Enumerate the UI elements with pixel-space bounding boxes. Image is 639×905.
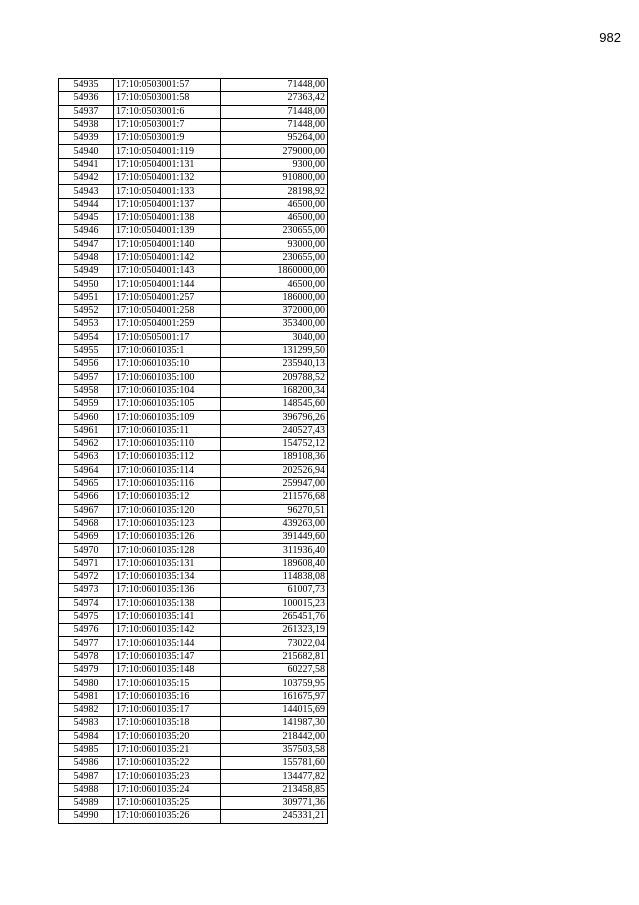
row-number-cell: 54939 <box>59 132 114 145</box>
table-row <box>59 491 328 504</box>
table-row <box>59 690 328 703</box>
cadastral-number-cell: 17:10:0601035:16 <box>114 690 221 703</box>
cadastral-number-cell: 17:10:0601035:24 <box>114 783 221 796</box>
row-number-cell: 54959 <box>59 398 114 411</box>
table-row <box>59 650 328 663</box>
row-number-cell: 54936 <box>59 92 114 105</box>
table-row <box>59 597 328 610</box>
table-row <box>59 477 328 490</box>
cadastral-number-cell: 17:10:0504001:131 <box>114 158 221 171</box>
table-row <box>59 677 328 690</box>
page-number: 982 <box>599 30 621 45</box>
cadastral-number-cell: 17:10:0505001:17 <box>114 331 221 344</box>
cadastral-value-cell: 93000,00 <box>221 238 328 251</box>
cadastral-number-cell: 17:10:0601035:120 <box>114 504 221 517</box>
table-row <box>59 451 328 464</box>
cadastral-value-cell: 209788,52 <box>221 371 328 384</box>
cadastral-number-cell: 17:10:0601035:114 <box>114 464 221 477</box>
cadastral-value-table <box>58 78 328 824</box>
row-number-cell: 54958 <box>59 384 114 397</box>
row-number-cell: 54985 <box>59 743 114 756</box>
row-number-cell: 54980 <box>59 677 114 690</box>
cadastral-number-cell: 17:10:0503001:7 <box>114 118 221 131</box>
cadastral-number-cell: 17:10:0601035:148 <box>114 664 221 677</box>
cadastral-number-cell: 17:10:0504001:259 <box>114 318 221 331</box>
cadastral-value-cell: 215682,81 <box>221 650 328 663</box>
cadastral-value-cell: 235940,13 <box>221 358 328 371</box>
cadastral-value-cell: 372000,00 <box>221 305 328 318</box>
row-number-cell: 54943 <box>59 185 114 198</box>
cadastral-number-cell: 17:10:0601035:104 <box>114 384 221 397</box>
cadastral-value-cell: 230655,00 <box>221 251 328 264</box>
cadastral-number-cell: 17:10:0601035:20 <box>114 730 221 743</box>
table-row <box>59 132 328 145</box>
table-row <box>59 158 328 171</box>
cadastral-number-cell: 17:10:0601035:147 <box>114 650 221 663</box>
table-row <box>59 730 328 743</box>
table-row <box>59 797 328 810</box>
cadastral-number-cell: 17:10:0601035:12 <box>114 491 221 504</box>
cadastral-value-cell: 144015,69 <box>221 703 328 716</box>
table-row <box>59 637 328 650</box>
row-number-cell: 54972 <box>59 570 114 583</box>
cadastral-value-cell: 910800,00 <box>221 172 328 185</box>
row-number-cell: 54969 <box>59 531 114 544</box>
row-number-cell: 54970 <box>59 544 114 557</box>
row-number-cell: 54957 <box>59 371 114 384</box>
row-number-cell: 54953 <box>59 318 114 331</box>
table-row <box>59 185 328 198</box>
table-row <box>59 305 328 318</box>
row-number-cell: 54990 <box>59 810 114 823</box>
table-row <box>59 438 328 451</box>
table-row <box>59 624 328 637</box>
row-number-cell: 54965 <box>59 477 114 490</box>
row-number-cell: 54981 <box>59 690 114 703</box>
table-row <box>59 504 328 517</box>
row-number-cell: 54977 <box>59 637 114 650</box>
table-row <box>59 318 328 331</box>
cadastral-number-cell: 17:10:0504001:144 <box>114 278 221 291</box>
cadastral-number-cell: 17:10:0504001:143 <box>114 265 221 278</box>
cadastral-number-cell: 17:10:0504001:258 <box>114 305 221 318</box>
cadastral-value-cell: 96270,51 <box>221 504 328 517</box>
cadastral-value-cell: 155781,60 <box>221 757 328 770</box>
cadastral-number-cell: 17:10:0601035:100 <box>114 371 221 384</box>
table-row <box>59 664 328 677</box>
row-number-cell: 54941 <box>59 158 114 171</box>
row-number-cell: 54948 <box>59 251 114 264</box>
table-row <box>59 424 328 437</box>
table-row <box>59 238 328 251</box>
cadastral-value-cell: 71448,00 <box>221 118 328 131</box>
cadastral-value-cell: 279000,00 <box>221 145 328 158</box>
table-row <box>59 225 328 238</box>
cadastral-value-cell: 148545,60 <box>221 398 328 411</box>
cadastral-number-cell: 17:10:0601035:17 <box>114 703 221 716</box>
cadastral-number-cell: 17:10:0504001:140 <box>114 238 221 251</box>
table-row <box>59 398 328 411</box>
cadastral-value-cell: 218442,00 <box>221 730 328 743</box>
cadastral-value-cell: 154752,12 <box>221 438 328 451</box>
table-row <box>59 371 328 384</box>
row-number-cell: 54956 <box>59 358 114 371</box>
cadastral-value-cell: 186000,00 <box>221 291 328 304</box>
cadastral-number-cell: 17:10:0601035:110 <box>114 438 221 451</box>
cadastral-number-cell: 17:10:0601035:25 <box>114 797 221 810</box>
row-number-cell: 54944 <box>59 198 114 211</box>
cadastral-value-cell: 391449,60 <box>221 531 328 544</box>
cadastral-number-cell: 17:10:0601035:142 <box>114 624 221 637</box>
cadastral-value-cell: 141987,30 <box>221 717 328 730</box>
cadastral-value-cell: 211576,68 <box>221 491 328 504</box>
table-row <box>59 291 328 304</box>
cadastral-number-cell: 17:10:0601035:1 <box>114 344 221 357</box>
row-number-cell: 54951 <box>59 291 114 304</box>
cadastral-value-cell: 202526,94 <box>221 464 328 477</box>
cadastral-number-cell: 17:10:0601035:141 <box>114 610 221 623</box>
cadastral-value-cell: 114838,08 <box>221 570 328 583</box>
row-number-cell: 54983 <box>59 717 114 730</box>
table-row <box>59 570 328 583</box>
table-row <box>59 118 328 131</box>
table-row <box>59 211 328 224</box>
cadastral-number-cell: 17:10:0601035:21 <box>114 743 221 756</box>
row-number-cell: 54979 <box>59 664 114 677</box>
table-row <box>59 358 328 371</box>
cadastral-value-cell: 103759,95 <box>221 677 328 690</box>
cadastral-number-cell: 17:10:0601035:18 <box>114 717 221 730</box>
table-row <box>59 810 328 823</box>
cadastral-value-cell: 3040,00 <box>221 331 328 344</box>
cadastral-number-cell: 17:10:0504001:133 <box>114 185 221 198</box>
table-row <box>59 544 328 557</box>
cadastral-number-cell: 17:10:0504001:142 <box>114 251 221 264</box>
cadastral-number-cell: 17:10:0504001:257 <box>114 291 221 304</box>
cadastral-number-cell: 17:10:0601035:144 <box>114 637 221 650</box>
row-number-cell: 54949 <box>59 265 114 278</box>
table-row <box>59 757 328 770</box>
cadastral-value-cell: 213458,85 <box>221 783 328 796</box>
cadastral-number-cell: 17:10:0601035:15 <box>114 677 221 690</box>
cadastral-value-cell: 9300,00 <box>221 158 328 171</box>
table-row <box>59 517 328 530</box>
cadastral-value-cell: 357503,58 <box>221 743 328 756</box>
cadastral-value-cell: 46500,00 <box>221 198 328 211</box>
row-number-cell: 54974 <box>59 597 114 610</box>
cadastral-number-cell: 17:10:0504001:132 <box>114 172 221 185</box>
row-number-cell: 54986 <box>59 757 114 770</box>
cadastral-value-cell: 61007,73 <box>221 584 328 597</box>
cadastral-value-cell: 265451,76 <box>221 610 328 623</box>
table-row <box>59 384 328 397</box>
cadastral-value-cell: 131299,50 <box>221 344 328 357</box>
row-number-cell: 54987 <box>59 770 114 783</box>
table-row <box>59 79 328 92</box>
cadastral-number-cell: 17:10:0601035:23 <box>114 770 221 783</box>
cadastral-number-cell: 17:10:0601035:109 <box>114 411 221 424</box>
table-row <box>59 278 328 291</box>
cadastral-number-cell: 17:10:0601035:112 <box>114 451 221 464</box>
cadastral-value-cell: 245331,21 <box>221 810 328 823</box>
cadastral-value-cell: 161675,97 <box>221 690 328 703</box>
table-row <box>59 411 328 424</box>
table-row <box>59 344 328 357</box>
row-number-cell: 54966 <box>59 491 114 504</box>
table-row <box>59 105 328 118</box>
table-row <box>59 531 328 544</box>
cadastral-value-cell: 1860000,00 <box>221 265 328 278</box>
cadastral-number-cell: 17:10:0601035:22 <box>114 757 221 770</box>
cadastral-value-cell: 168200,34 <box>221 384 328 397</box>
cadastral-value-cell: 240527,43 <box>221 424 328 437</box>
table-row <box>59 265 328 278</box>
row-number-cell: 54942 <box>59 172 114 185</box>
cadastral-value-cell: 60227,58 <box>221 664 328 677</box>
table-row <box>59 145 328 158</box>
row-number-cell: 54938 <box>59 118 114 131</box>
row-number-cell: 54963 <box>59 451 114 464</box>
table-row <box>59 172 328 185</box>
cadastral-number-cell: 17:10:0601035:26 <box>114 810 221 823</box>
row-number-cell: 54961 <box>59 424 114 437</box>
table-row <box>59 251 328 264</box>
row-number-cell: 54964 <box>59 464 114 477</box>
cadastral-value-cell: 46500,00 <box>221 278 328 291</box>
cadastral-value-cell: 309771,36 <box>221 797 328 810</box>
row-number-cell: 54962 <box>59 438 114 451</box>
row-number-cell: 54947 <box>59 238 114 251</box>
table-row <box>59 557 328 570</box>
row-number-cell: 54950 <box>59 278 114 291</box>
row-number-cell: 54937 <box>59 105 114 118</box>
table-body <box>59 79 328 824</box>
cadastral-value-cell: 230655,00 <box>221 225 328 238</box>
cadastral-value-cell: 134477,82 <box>221 770 328 783</box>
cadastral-value-cell: 95264,00 <box>221 132 328 145</box>
cadastral-value-cell: 46500,00 <box>221 211 328 224</box>
cadastral-number-cell: 17:10:0504001:137 <box>114 198 221 211</box>
cadastral-value-cell: 439263,00 <box>221 517 328 530</box>
table-row <box>59 610 328 623</box>
row-number-cell: 54976 <box>59 624 114 637</box>
cadastral-value-cell: 100015,23 <box>221 597 328 610</box>
row-number-cell: 54952 <box>59 305 114 318</box>
cadastral-value-cell: 396796,26 <box>221 411 328 424</box>
table-row <box>59 717 328 730</box>
cadastral-number-cell: 17:10:0601035:136 <box>114 584 221 597</box>
cadastral-value-cell: 189608,40 <box>221 557 328 570</box>
cadastral-number-cell: 17:10:0504001:138 <box>114 211 221 224</box>
row-number-cell: 54968 <box>59 517 114 530</box>
cadastral-value-cell: 71448,00 <box>221 79 328 92</box>
row-number-cell: 54988 <box>59 783 114 796</box>
cadastral-number-cell: 17:10:0503001:6 <box>114 105 221 118</box>
cadastral-number-cell: 17:10:0601035:116 <box>114 477 221 490</box>
table-row <box>59 331 328 344</box>
cadastral-value-cell: 71448,00 <box>221 105 328 118</box>
cadastral-value-cell: 28198,92 <box>221 185 328 198</box>
cadastral-number-cell: 17:10:0601035:11 <box>114 424 221 437</box>
table-row <box>59 783 328 796</box>
table-row <box>59 198 328 211</box>
cadastral-number-cell: 17:10:0601035:126 <box>114 531 221 544</box>
table-row <box>59 584 328 597</box>
table-row <box>59 770 328 783</box>
cadastral-number-cell: 17:10:0601035:138 <box>114 597 221 610</box>
cadastral-number-cell: 17:10:0601035:131 <box>114 557 221 570</box>
cadastral-number-cell: 17:10:0601035:105 <box>114 398 221 411</box>
cadastral-value-cell: 353400,00 <box>221 318 328 331</box>
table-row <box>59 703 328 716</box>
row-number-cell: 54978 <box>59 650 114 663</box>
row-number-cell: 54946 <box>59 225 114 238</box>
row-number-cell: 54989 <box>59 797 114 810</box>
cadastral-number-cell: 17:10:0601035:10 <box>114 358 221 371</box>
cadastral-number-cell: 17:10:0601035:134 <box>114 570 221 583</box>
row-number-cell: 54984 <box>59 730 114 743</box>
table-row <box>59 464 328 477</box>
cadastral-number-cell: 17:10:0503001:58 <box>114 92 221 105</box>
row-number-cell: 54960 <box>59 411 114 424</box>
row-number-cell: 54982 <box>59 703 114 716</box>
row-number-cell: 54967 <box>59 504 114 517</box>
table-row <box>59 92 328 105</box>
cadastral-value-cell: 259947,00 <box>221 477 328 490</box>
cadastral-number-cell: 17:10:0504001:139 <box>114 225 221 238</box>
row-number-cell: 54975 <box>59 610 114 623</box>
cadastral-number-cell: 17:10:0601035:128 <box>114 544 221 557</box>
cadastral-number-cell: 17:10:0503001:57 <box>114 79 221 92</box>
cadastral-number-cell: 17:10:0503001:9 <box>114 132 221 145</box>
cadastral-value-cell: 73022,04 <box>221 637 328 650</box>
cadastral-number-cell: 17:10:0504001:119 <box>114 145 221 158</box>
cadastral-value-cell: 311936,40 <box>221 544 328 557</box>
row-number-cell: 54935 <box>59 79 114 92</box>
cadastral-value-cell: 261323,19 <box>221 624 328 637</box>
row-number-cell: 54955 <box>59 344 114 357</box>
table-row <box>59 743 328 756</box>
row-number-cell: 54973 <box>59 584 114 597</box>
row-number-cell: 54954 <box>59 331 114 344</box>
row-number-cell: 54945 <box>59 211 114 224</box>
row-number-cell: 54940 <box>59 145 114 158</box>
cadastral-number-cell: 17:10:0601035:123 <box>114 517 221 530</box>
cadastral-value-cell: 27363,42 <box>221 92 328 105</box>
cadastral-value-cell: 189108,36 <box>221 451 328 464</box>
row-number-cell: 54971 <box>59 557 114 570</box>
